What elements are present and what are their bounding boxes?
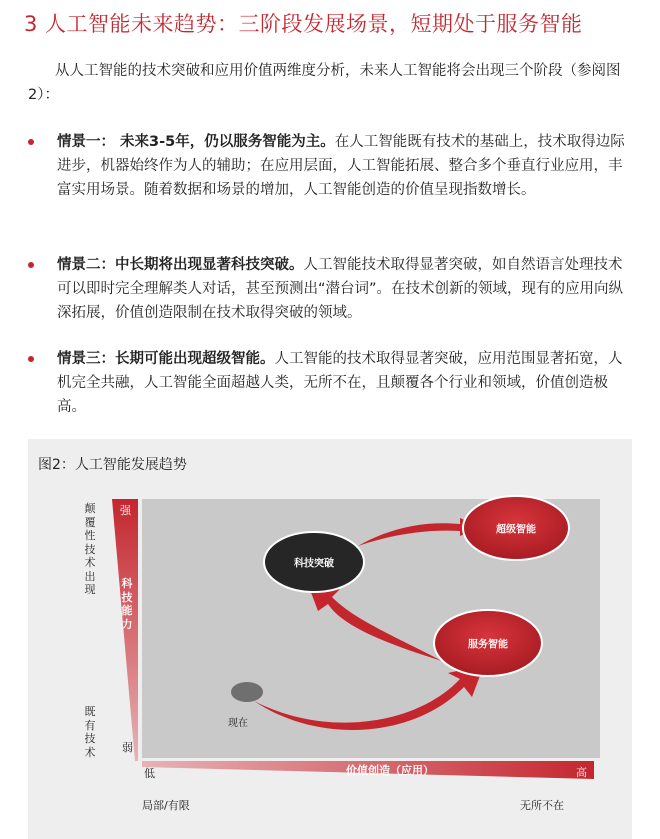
scenario-2-text: 人工智能技术取得显著突破，如自然语言处理技术可以即时完全理解类人对话，甚至预测出“潜台词”。在技术创新的领域，现有的应用向纵深拓展，价值创造限制在技术取得突破的领域。 <box>57 257 624 321</box>
bullet-dot <box>28 356 34 362</box>
bullet-dot <box>28 139 34 145</box>
x-high-label: 高 <box>576 766 587 779</box>
figure-ai-trend <box>28 439 632 839</box>
y-top-label: 颠覆性技术出现 <box>84 502 96 596</box>
bubble-super-label: 超级智能 <box>496 524 536 536</box>
intro-paragraph: 从人工智能的技术突破和应用价值两维度分析，未来人工智能将会出现三个阶段（参阅图2）： <box>28 63 621 103</box>
x-axis-name: 价值创造（应用） <box>346 764 434 777</box>
scenario-1-text: 在人工智能既有技术的基础上，技术取得边际进步，机器始终作为人的辅助；在应用层面，人工智能拓展、整合多个垂直行业应用，丰富实用场景。随着数据和场景的增加，人工智能创造的价值呈现指数增长。 <box>57 134 625 198</box>
scenario-3 <box>28 347 632 419</box>
bubble-service-label: 服务智能 <box>468 639 508 651</box>
scenario-3-lead: 情景三：长期可能出现超级智能。 <box>57 351 275 367</box>
scenario-2-lead: 情景二：中长期将出现显著科技突破。 <box>57 257 304 273</box>
scenario-3-text: 人工智能的技术取得显著突破，应用范围显著拓宽，人机完全共融，人工智能全面超越人类，无所不在，且颠覆各个行业和领域，价值创造极高。 <box>57 351 623 415</box>
x-right-label: 无所不在 <box>520 799 564 812</box>
scenario-1 <box>28 130 632 202</box>
bubble-tech-label: 科技突破 <box>294 558 334 570</box>
y-weak-label: 弱 <box>122 741 133 754</box>
bubble-now <box>231 682 263 702</box>
bullet-dot <box>28 262 34 268</box>
scenario-2 <box>28 253 632 325</box>
y-axis-name: 科技能力 <box>121 577 133 631</box>
scenario-1-lead: 情景一： 未来3-5年，仍以服务智能为主。 <box>57 134 335 150</box>
section-heading: 3 人工智能未来趋势：三阶段发展场景，短期处于服务智能 <box>24 12 583 36</box>
trend-diagram <box>28 439 632 839</box>
arrow-tech-to-super <box>358 518 480 546</box>
arrow-now-to-service <box>254 665 484 730</box>
x-left-label: 局部/有限 <box>142 799 190 812</box>
now-label: 现在 <box>228 718 248 729</box>
y-strong-label: 强 <box>120 504 131 517</box>
figure-title: 图2：人工智能发展趋势 <box>38 457 187 473</box>
x-low-label: 低 <box>144 767 155 780</box>
y-bottom-label: 既有技术 <box>84 705 96 759</box>
